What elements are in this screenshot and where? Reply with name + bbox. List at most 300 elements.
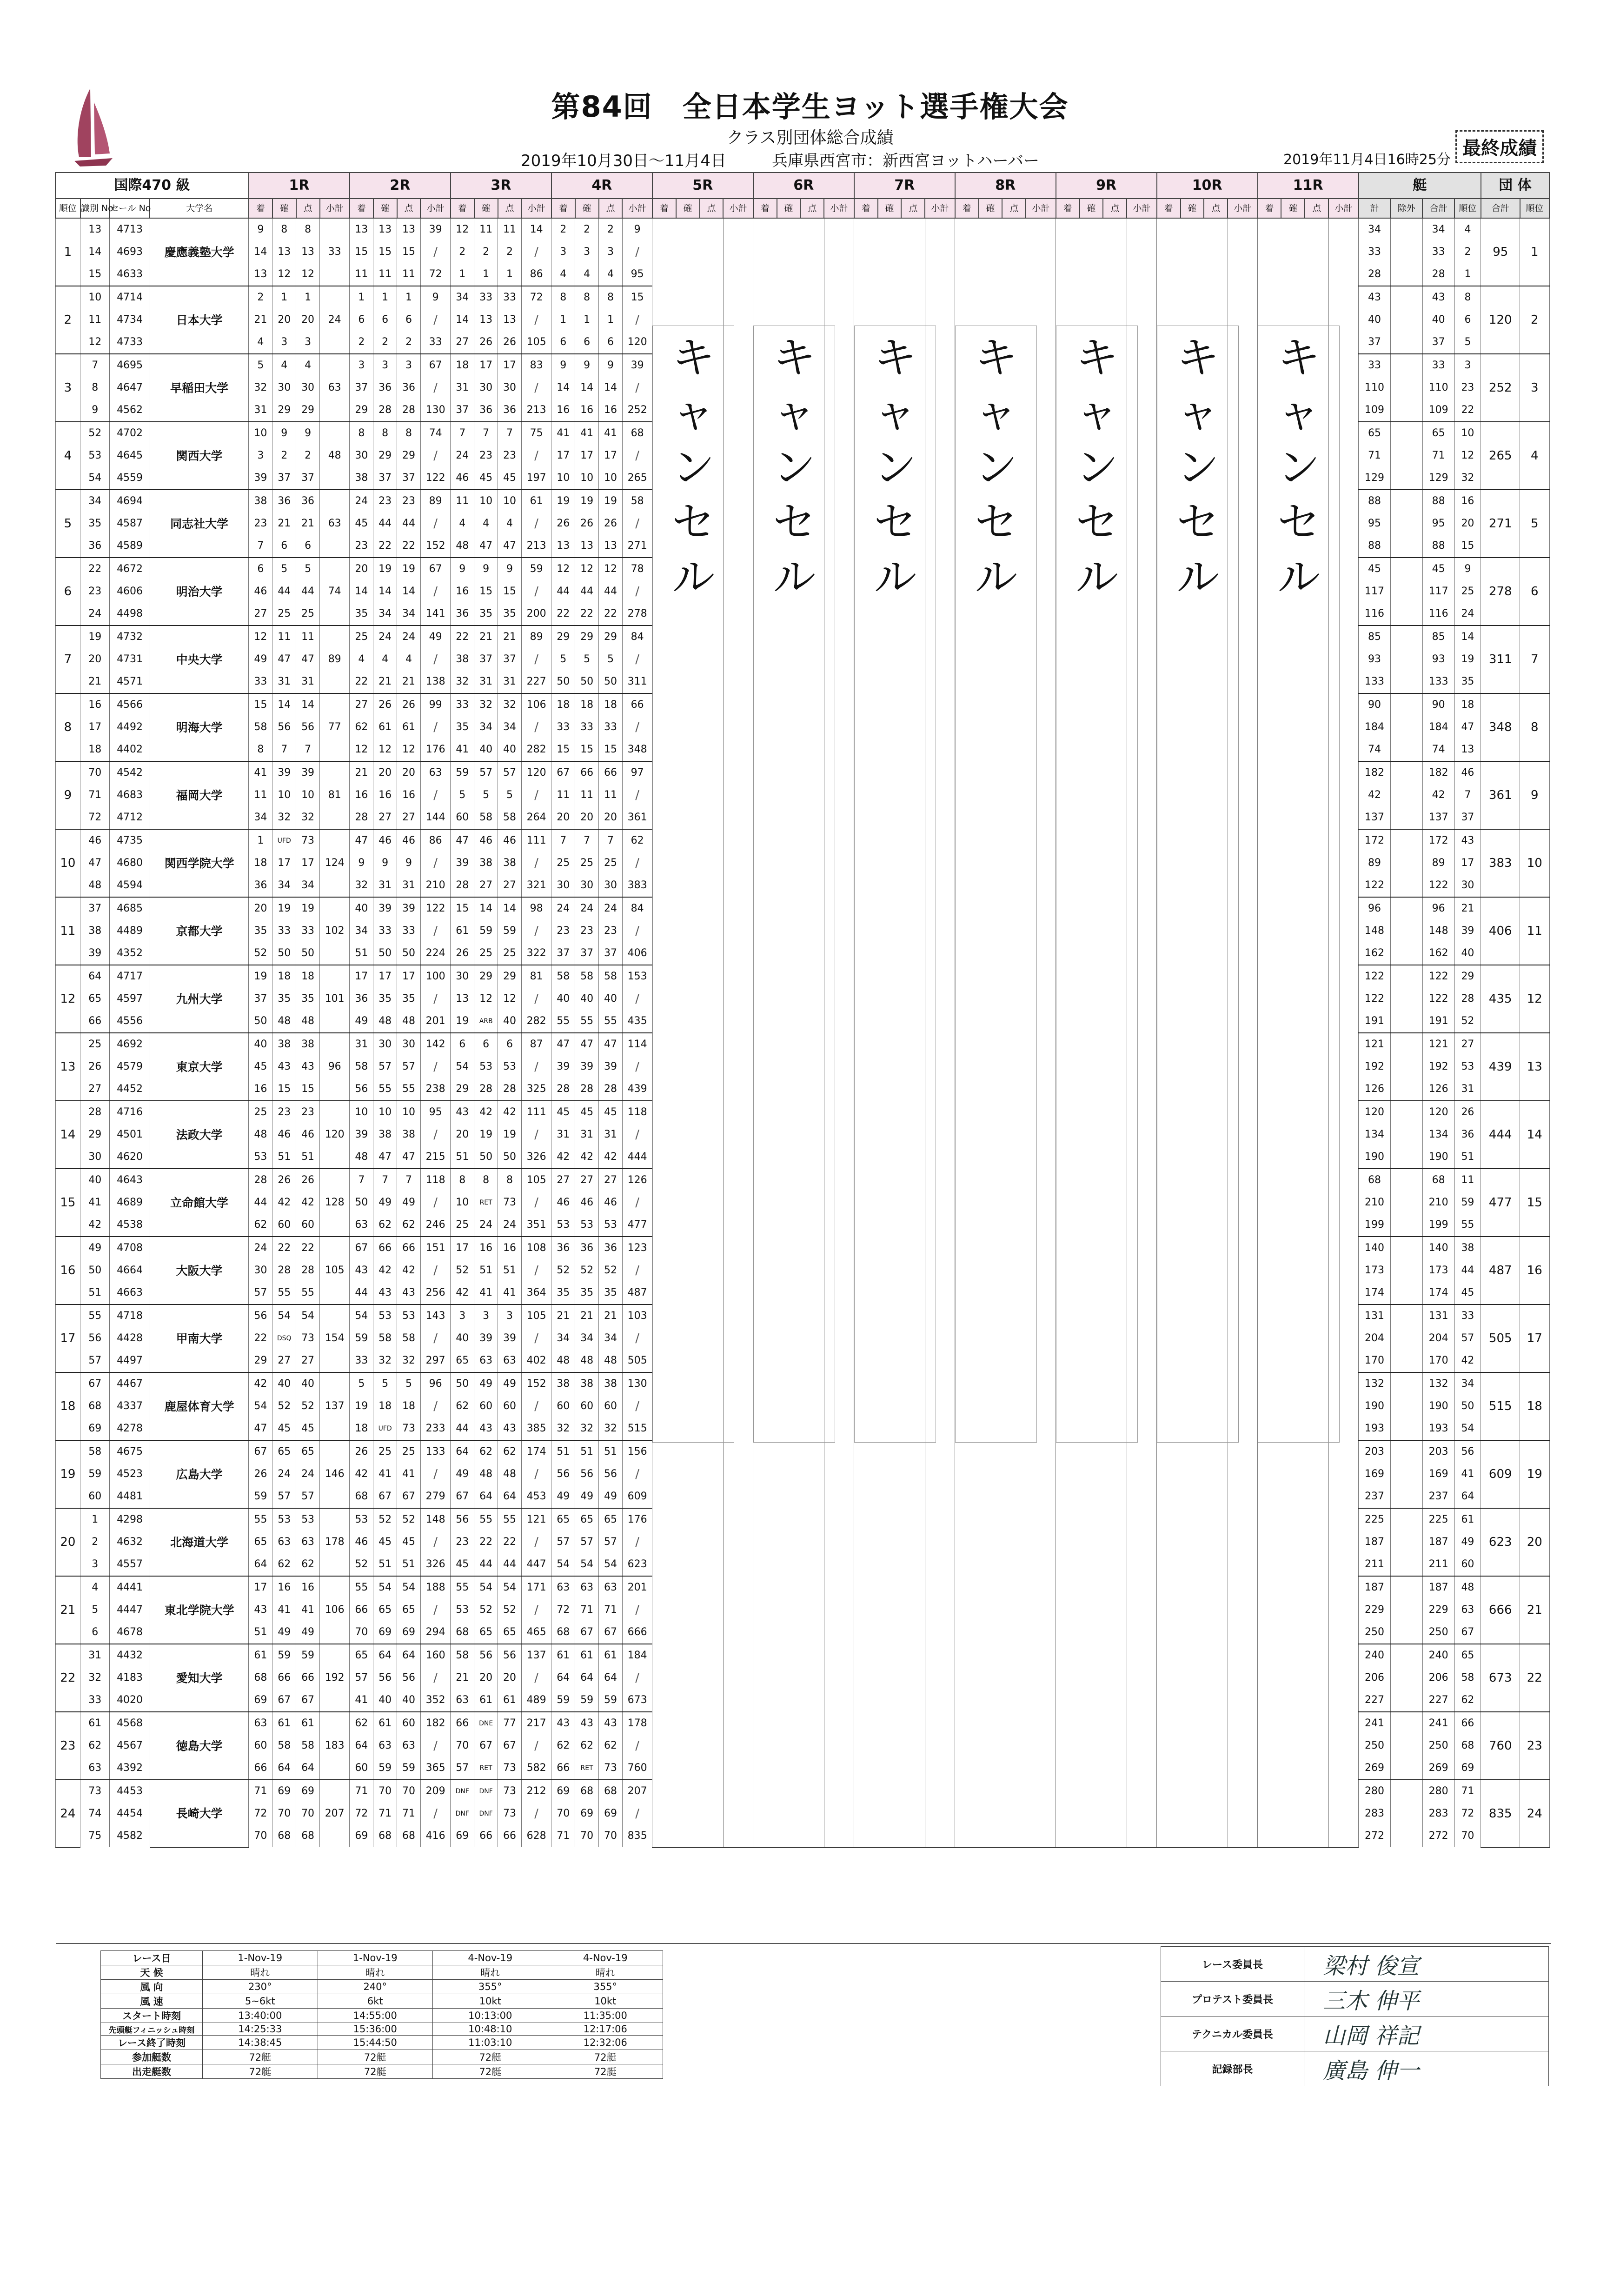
boat-score: 96 bbox=[1422, 897, 1454, 920]
race-score: 29 bbox=[575, 626, 599, 648]
race-score: 27 bbox=[397, 806, 421, 829]
race-subtotal: 154 bbox=[320, 1327, 350, 1350]
bib-number: 6 bbox=[80, 1621, 110, 1644]
race-info-value: 15:44:50 bbox=[318, 2036, 433, 2050]
boat-score: 206 bbox=[1359, 1667, 1391, 1689]
bib-number: 31 bbox=[80, 1644, 110, 1667]
race-subtotal bbox=[320, 1485, 350, 1508]
race-score: 29 bbox=[272, 399, 296, 422]
team-final-rank: 11 bbox=[1520, 897, 1549, 965]
race-subtotal: 233 bbox=[420, 1418, 450, 1440]
race-score: 71 bbox=[350, 1780, 373, 1803]
bib-number: 24 bbox=[80, 603, 110, 626]
boat-score: 68 bbox=[1422, 1169, 1454, 1191]
race-score: 72 bbox=[249, 1803, 272, 1825]
boat-score: 42 bbox=[1359, 784, 1391, 806]
race-score: 3 bbox=[474, 1304, 498, 1327]
race-subtotal bbox=[320, 965, 350, 988]
boat-score: 240 bbox=[1422, 1644, 1454, 1667]
race-score: 17 bbox=[249, 1576, 272, 1599]
boat-score bbox=[1390, 648, 1422, 671]
race-subtotal: / bbox=[420, 920, 450, 942]
cancel-text: キャンセル bbox=[672, 333, 715, 602]
race-score: 9 bbox=[599, 354, 623, 377]
boat-score: 34 bbox=[1454, 1372, 1481, 1395]
race-score: 9 bbox=[373, 852, 397, 874]
race-score: 66 bbox=[296, 1667, 320, 1689]
race-score: 21 bbox=[551, 1304, 575, 1327]
race-score: 34 bbox=[575, 1327, 599, 1350]
bib-number: 71 bbox=[80, 784, 110, 806]
race-subtotal: 48 bbox=[320, 445, 350, 467]
race-subtotal: / bbox=[622, 1327, 652, 1350]
race-score: 5 bbox=[451, 784, 474, 806]
bib-number: 30 bbox=[80, 1146, 110, 1169]
race-subtotal bbox=[320, 693, 350, 716]
sail-number: 4689 bbox=[110, 1191, 150, 1214]
race-subtotal bbox=[320, 1553, 350, 1576]
race-score: 69 bbox=[296, 1780, 320, 1803]
race-sub-header: 小計 bbox=[622, 199, 652, 218]
race-score: 42 bbox=[397, 1259, 421, 1282]
signoff-row bbox=[1161, 1947, 1549, 1982]
sail-number: 4498 bbox=[110, 603, 150, 626]
race-score: 53 bbox=[451, 1599, 474, 1621]
race-score: 39 bbox=[249, 467, 272, 490]
race-score: 2 bbox=[373, 331, 397, 354]
boat-score: 131 bbox=[1422, 1304, 1454, 1327]
team-sub-header: 順位 bbox=[1520, 199, 1549, 218]
race-info-value: 10kt bbox=[433, 1994, 548, 2009]
race-subtotal: 83 bbox=[521, 354, 551, 377]
race-score: 46 bbox=[599, 1191, 623, 1214]
sail-number: 4538 bbox=[110, 1214, 150, 1237]
boat-score: 24 bbox=[1454, 603, 1481, 626]
boat-score: 34 bbox=[1359, 218, 1391, 241]
race-score: 15 bbox=[599, 739, 623, 761]
race-subtotal bbox=[320, 263, 350, 286]
sail-number: 4337 bbox=[110, 1395, 150, 1418]
boat-score: 29 bbox=[1454, 965, 1481, 988]
signoff-signature: 三木 伸平 bbox=[1304, 1982, 1549, 2016]
race-score: DNE bbox=[474, 1712, 498, 1735]
race-score: 5 bbox=[373, 1372, 397, 1395]
race-score: ARB bbox=[474, 1010, 498, 1033]
race-score: 65 bbox=[296, 1440, 320, 1463]
race-subtotal bbox=[320, 535, 350, 558]
event-dates: 2019年10月30日～11月4日 bbox=[521, 152, 726, 170]
race-score: 29 bbox=[397, 445, 421, 467]
boat-score: 2 bbox=[1454, 241, 1481, 263]
race-score: 7 bbox=[397, 1169, 421, 1191]
race-score: 48 bbox=[551, 1350, 575, 1372]
race-score: 43 bbox=[397, 1282, 421, 1304]
sail-number: 4632 bbox=[110, 1531, 150, 1553]
race-score: 35 bbox=[551, 1282, 575, 1304]
boat-score: 283 bbox=[1422, 1803, 1454, 1825]
race-subtotal bbox=[320, 1576, 350, 1599]
bib-number: 54 bbox=[80, 467, 110, 490]
race-score: 34 bbox=[272, 874, 296, 897]
race-score: 11 bbox=[397, 263, 421, 286]
race-score: 67 bbox=[350, 1237, 373, 1259]
race-score: 14 bbox=[350, 580, 373, 603]
race-score: 46 bbox=[498, 829, 522, 852]
boat-row bbox=[55, 218, 1549, 241]
race-score: 11 bbox=[350, 263, 373, 286]
race-score: 39 bbox=[397, 897, 421, 920]
race-score: 45 bbox=[575, 1101, 599, 1124]
boat-score bbox=[1390, 1644, 1422, 1667]
race-score: 10 bbox=[350, 1101, 373, 1124]
race-score: 3 bbox=[397, 354, 421, 377]
race-info-row bbox=[101, 1965, 663, 1980]
cancel-box bbox=[1258, 326, 1340, 1443]
race-score: 33 bbox=[551, 716, 575, 739]
race-score: 2 bbox=[575, 218, 599, 241]
race-score: 71 bbox=[249, 1780, 272, 1803]
race-info-value: 72艇 bbox=[318, 2050, 433, 2064]
race-score: 55 bbox=[575, 1010, 599, 1033]
boat-score: 43 bbox=[1359, 286, 1391, 309]
team-rank: 24 bbox=[55, 1780, 80, 1847]
race-subtotal: 123 bbox=[622, 1237, 652, 1259]
race-score: 3 bbox=[272, 331, 296, 354]
race-score: 1 bbox=[474, 263, 498, 286]
race-score: 52 bbox=[599, 1259, 623, 1282]
sail-number: 4402 bbox=[110, 739, 150, 761]
boat-score bbox=[1390, 716, 1422, 739]
race-score: 20 bbox=[397, 761, 421, 784]
sail-number: 4692 bbox=[110, 1033, 150, 1056]
race-score: 32 bbox=[272, 806, 296, 829]
race-score: 61 bbox=[373, 716, 397, 739]
race-sub-header: 小計 bbox=[420, 199, 450, 218]
team-total: 271 bbox=[1481, 490, 1520, 558]
race-score: 64 bbox=[272, 1757, 296, 1780]
boat-score: 89 bbox=[1422, 852, 1454, 874]
race-info-row bbox=[101, 1951, 663, 1965]
race-score: 19 bbox=[296, 897, 320, 920]
sail-number: 4645 bbox=[110, 445, 150, 467]
race-score: 11 bbox=[249, 784, 272, 806]
sail-number: 4675 bbox=[110, 1440, 150, 1463]
race-sub-header: 点 bbox=[397, 199, 421, 218]
race-score: 6 bbox=[249, 558, 272, 580]
race-score: 36 bbox=[498, 399, 522, 422]
boat-score: 31 bbox=[1454, 1078, 1481, 1101]
cancelled-race-6 bbox=[753, 218, 824, 1847]
race-subtotal: 105 bbox=[521, 1304, 551, 1327]
race-score: 9 bbox=[350, 852, 373, 874]
race-sub-header: 小計 bbox=[824, 199, 854, 218]
race-score: 8 bbox=[373, 422, 397, 445]
race-subtotal: / bbox=[420, 1056, 450, 1078]
race-subtotal: 144 bbox=[420, 806, 450, 829]
university-name: 福岡大学 bbox=[150, 761, 248, 829]
race-score: 28 bbox=[474, 1078, 498, 1101]
boat-score bbox=[1390, 422, 1422, 445]
race-score: 59 bbox=[373, 1757, 397, 1780]
boat-score: 65 bbox=[1359, 422, 1391, 445]
team-rank: 5 bbox=[55, 490, 80, 558]
race-score: 60 bbox=[296, 1214, 320, 1237]
race-score: 30 bbox=[296, 377, 320, 399]
race-score: 60 bbox=[397, 1712, 421, 1735]
boat-score: 129 bbox=[1422, 467, 1454, 490]
race-score: 73 bbox=[498, 1757, 522, 1780]
race-subtotal: / bbox=[521, 1803, 551, 1825]
sail-number: 4685 bbox=[110, 897, 150, 920]
race-sub-header: 着 bbox=[350, 199, 373, 218]
boat-score: 88 bbox=[1422, 490, 1454, 512]
race-subtotal: 66 bbox=[622, 693, 652, 716]
boat-score: 148 bbox=[1359, 920, 1391, 942]
race-score: 14 bbox=[272, 693, 296, 716]
race-score: 18 bbox=[551, 693, 575, 716]
bib-number: 41 bbox=[80, 1191, 110, 1214]
team-total: 673 bbox=[1481, 1644, 1520, 1712]
boat-score: 22 bbox=[1454, 399, 1481, 422]
race-score: 44 bbox=[575, 580, 599, 603]
race-subtotal: 62 bbox=[622, 829, 652, 852]
boat-score: 54 bbox=[1454, 1418, 1481, 1440]
race-sub-header: 点 bbox=[1305, 199, 1328, 218]
boat-score: 33 bbox=[1359, 241, 1391, 263]
race-score: 69 bbox=[350, 1825, 373, 1847]
race-score: 28 bbox=[498, 1078, 522, 1101]
results-table bbox=[55, 172, 1550, 1848]
race-info-row bbox=[101, 2050, 663, 2064]
boat-score: 61 bbox=[1454, 1508, 1481, 1531]
race-score: 37 bbox=[551, 942, 575, 965]
university-name: 明海大学 bbox=[150, 693, 248, 761]
race-subtotal: / bbox=[420, 852, 450, 874]
race-header-10: 10R bbox=[1157, 173, 1258, 199]
race-score: 23 bbox=[575, 920, 599, 942]
cancel-box bbox=[1056, 326, 1138, 1443]
boat-score: 182 bbox=[1422, 761, 1454, 784]
race-score: 31 bbox=[551, 1124, 575, 1146]
race-score: 63 bbox=[397, 1735, 421, 1757]
race-score: 33 bbox=[397, 920, 421, 942]
race-score: 63 bbox=[551, 1576, 575, 1599]
boat-score: 44 bbox=[1454, 1259, 1481, 1282]
race-subtotal: / bbox=[622, 716, 652, 739]
race-score: 35 bbox=[397, 988, 421, 1010]
race-score: 31 bbox=[474, 671, 498, 693]
race-score: 17 bbox=[599, 445, 623, 467]
race-score: 68 bbox=[575, 1780, 599, 1803]
race-subtotal: / bbox=[420, 1735, 450, 1757]
race-score: 50 bbox=[498, 1146, 522, 1169]
race-score: 52 bbox=[474, 1599, 498, 1621]
race-score: 66 bbox=[272, 1667, 296, 1689]
race-score: 16 bbox=[474, 1237, 498, 1259]
sail-number: 4683 bbox=[110, 784, 150, 806]
race-sub-header: 小計 bbox=[1026, 199, 1056, 218]
sail-number: 4020 bbox=[110, 1689, 150, 1712]
boat-score: 85 bbox=[1422, 626, 1454, 648]
race-score: 44 bbox=[551, 580, 575, 603]
race-score: 14 bbox=[551, 377, 575, 399]
race-score: 24 bbox=[498, 1214, 522, 1237]
race-score: 48 bbox=[575, 1350, 599, 1372]
boat-score bbox=[1390, 1463, 1422, 1485]
race-sub-header: 確 bbox=[676, 199, 700, 218]
race-score: 51 bbox=[498, 1259, 522, 1282]
race-score: 11 bbox=[451, 490, 474, 512]
race-sub-header: 着 bbox=[451, 199, 474, 218]
race-score: 26 bbox=[498, 331, 522, 354]
signoff-role: レース委員長 bbox=[1161, 1947, 1304, 1982]
team-total: 278 bbox=[1481, 558, 1520, 626]
race-subtotal: 439 bbox=[622, 1078, 652, 1101]
race-score: 44 bbox=[498, 1553, 522, 1576]
race-score: 20 bbox=[474, 1667, 498, 1689]
boat-score: 192 bbox=[1359, 1056, 1391, 1078]
race-sub-header: 着 bbox=[955, 199, 979, 218]
race-header-9: 9R bbox=[1056, 173, 1157, 199]
race-info-value: 72艇 bbox=[203, 2064, 318, 2079]
race-score: 22 bbox=[575, 603, 599, 626]
race-sub-header: 確 bbox=[777, 199, 801, 218]
race-info-row bbox=[101, 1980, 663, 1994]
race-score: 25 bbox=[599, 852, 623, 874]
boat-score: 37 bbox=[1454, 806, 1481, 829]
race-score: 54 bbox=[599, 1553, 623, 1576]
race-score: 7 bbox=[272, 739, 296, 761]
university-col-header: 大学名 bbox=[150, 199, 248, 218]
race-score: 43 bbox=[575, 1712, 599, 1735]
team-total: 760 bbox=[1481, 1712, 1520, 1780]
race-subtotal: 322 bbox=[521, 942, 551, 965]
race-score: 35 bbox=[272, 988, 296, 1010]
race-score: 51 bbox=[350, 942, 373, 965]
race-score: 22 bbox=[599, 603, 623, 626]
race-subtotal: 264 bbox=[521, 806, 551, 829]
race-score: 73 bbox=[498, 1191, 522, 1214]
race-score: 23 bbox=[451, 1531, 474, 1553]
race-subtotal: 120 bbox=[622, 331, 652, 354]
race-score: 59 bbox=[551, 1689, 575, 1712]
boat-score: 46 bbox=[1454, 761, 1481, 784]
race-score: 19 bbox=[498, 1124, 522, 1146]
race-header-5: 5R bbox=[652, 173, 753, 199]
race-score: 64 bbox=[575, 1667, 599, 1689]
race-score: 11 bbox=[551, 784, 575, 806]
team-total: 348 bbox=[1481, 693, 1520, 761]
race-score: 55 bbox=[397, 1078, 421, 1101]
cancelled-race-7 bbox=[854, 218, 925, 1847]
race-score: 52 bbox=[397, 1508, 421, 1531]
race-subtotal: 106 bbox=[320, 1599, 350, 1621]
race-score: 71 bbox=[397, 1803, 421, 1825]
race-score: 4 bbox=[350, 648, 373, 671]
boat-score: 30 bbox=[1454, 874, 1481, 897]
race-subtotal: 477 bbox=[622, 1214, 652, 1237]
race-score: 23 bbox=[498, 445, 522, 467]
boat-score bbox=[1390, 1237, 1422, 1259]
race-score: 73 bbox=[296, 1327, 320, 1350]
race-subtotal: 171 bbox=[521, 1576, 551, 1599]
bib-number: 70 bbox=[80, 761, 110, 784]
race-score: 56 bbox=[474, 1644, 498, 1667]
race-score: 12 bbox=[498, 988, 522, 1010]
race-subtotal: 176 bbox=[420, 739, 450, 761]
race-score: 42 bbox=[272, 1191, 296, 1214]
race-score: 27 bbox=[350, 693, 373, 716]
university-name: 関西大学 bbox=[150, 422, 248, 490]
race-score: 26 bbox=[249, 1463, 272, 1485]
boat-score bbox=[1390, 1146, 1422, 1169]
cancel-box bbox=[854, 326, 936, 1443]
boat-score: 65 bbox=[1422, 422, 1454, 445]
boat-score: 71 bbox=[1454, 1780, 1481, 1803]
boat-score: 211 bbox=[1422, 1553, 1454, 1576]
race-subtotal: / bbox=[420, 648, 450, 671]
race-subtotal: / bbox=[420, 512, 450, 535]
boat-score: 187 bbox=[1422, 1531, 1454, 1553]
race-score: 40 bbox=[373, 1689, 397, 1712]
race-score: 9 bbox=[551, 354, 575, 377]
race-score: 32 bbox=[599, 1418, 623, 1440]
boat-score: 120 bbox=[1359, 1101, 1391, 1124]
sail-number: 4693 bbox=[110, 241, 150, 263]
race-score: 20 bbox=[373, 761, 397, 784]
race-subtotal bbox=[320, 1712, 350, 1735]
sail-number: 4694 bbox=[110, 490, 150, 512]
race-score: 2 bbox=[451, 241, 474, 263]
race-score: 10 bbox=[397, 1101, 421, 1124]
final-results-badge: 最終成績 bbox=[1455, 130, 1544, 163]
boat-score: 117 bbox=[1422, 580, 1454, 603]
race-subtotal: 89 bbox=[420, 490, 450, 512]
race-score: 7 bbox=[551, 829, 575, 852]
race-score: 70 bbox=[249, 1825, 272, 1847]
race-score: 71 bbox=[575, 1599, 599, 1621]
race-score: 58 bbox=[474, 806, 498, 829]
boat-score: 190 bbox=[1422, 1395, 1454, 1418]
boat-score: 33 bbox=[1359, 354, 1391, 377]
race-score: 15 bbox=[272, 1078, 296, 1101]
race-subtotal: 444 bbox=[622, 1146, 652, 1169]
race-score: 59 bbox=[350, 1327, 373, 1350]
race-score: 64 bbox=[296, 1757, 320, 1780]
race-score: 38 bbox=[451, 648, 474, 671]
team-rank: 22 bbox=[55, 1644, 80, 1712]
bib-number: 13 bbox=[80, 218, 110, 241]
race-score: 23 bbox=[350, 535, 373, 558]
race-score: 49 bbox=[272, 1621, 296, 1644]
bib-number: 68 bbox=[80, 1395, 110, 1418]
boat-score bbox=[1390, 331, 1422, 354]
race-subtotal bbox=[320, 218, 350, 241]
race-score: 34 bbox=[474, 716, 498, 739]
race-score: 71 bbox=[551, 1825, 575, 1847]
race-subtotal: 142 bbox=[420, 1033, 450, 1056]
race-subtotal: / bbox=[622, 1803, 652, 1825]
race-sub-header: 確 bbox=[979, 199, 1003, 218]
race-score: 52 bbox=[272, 1395, 296, 1418]
boat-score: 37 bbox=[1359, 331, 1391, 354]
race-subtotal bbox=[320, 399, 350, 422]
race-score: 45 bbox=[296, 1418, 320, 1440]
race-score: DNF bbox=[474, 1780, 498, 1803]
race-score: 27 bbox=[599, 1169, 623, 1191]
race-subtotal: 321 bbox=[521, 874, 551, 897]
bib-number: 18 bbox=[80, 739, 110, 761]
